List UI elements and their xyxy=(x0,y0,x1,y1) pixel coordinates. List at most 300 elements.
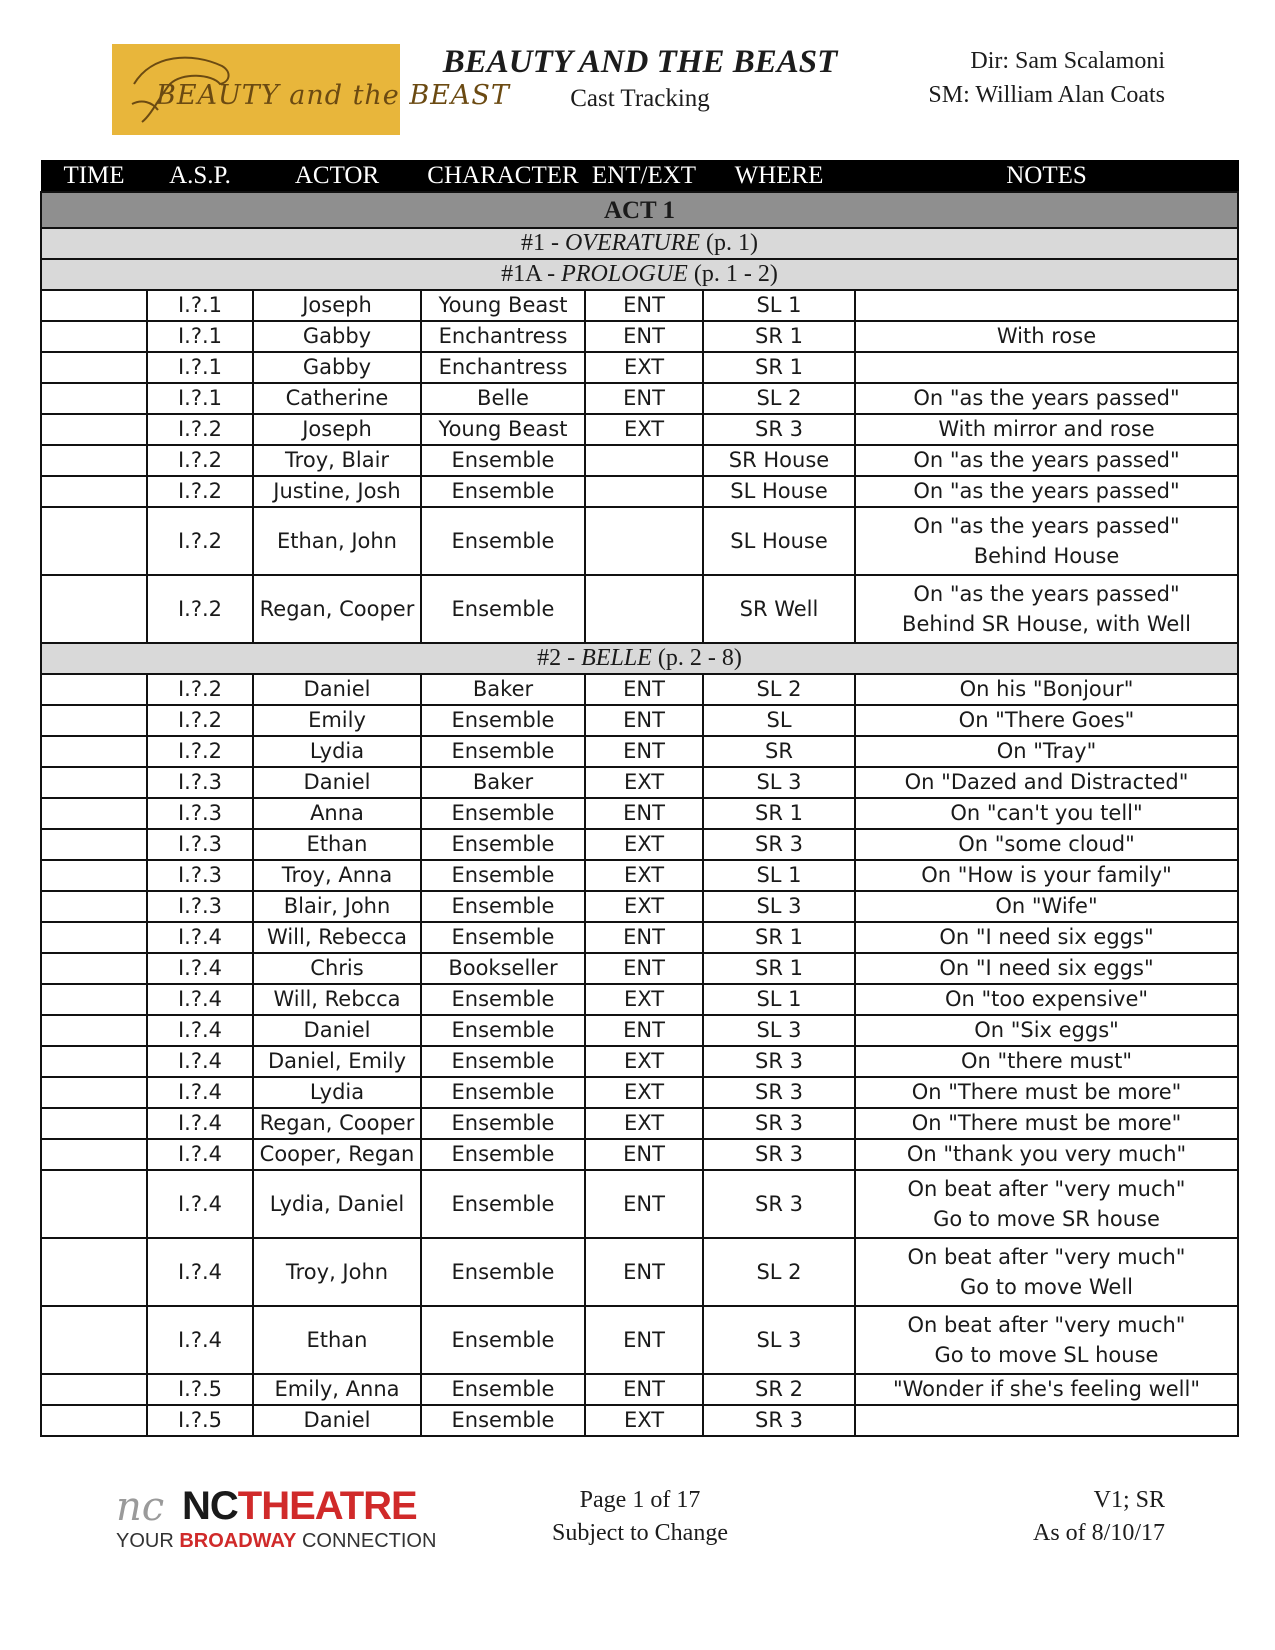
cell-asp: I.?.2 xyxy=(147,575,253,643)
header-credits xyxy=(928,44,1165,112)
cell-where: SR Well xyxy=(703,575,855,643)
table-row xyxy=(41,1405,1238,1436)
cell-asp: I.?.1 xyxy=(147,352,253,383)
col-header-time: TIME xyxy=(41,161,147,193)
cell-character: Baker xyxy=(421,674,585,705)
cell-where: SR 1 xyxy=(703,953,855,984)
notes-line-2: Go to move Well xyxy=(959,1275,1133,1299)
table-row xyxy=(41,476,1238,507)
table-row xyxy=(41,798,1238,829)
footer-center xyxy=(480,1484,800,1550)
cell-ent-ext: EXT xyxy=(585,891,703,922)
cell-notes xyxy=(855,507,1238,575)
cell-where: SR 1 xyxy=(703,352,855,383)
cell-notes xyxy=(855,736,1238,767)
show-logo xyxy=(112,44,510,135)
cell-notes xyxy=(855,383,1238,414)
table-row xyxy=(41,829,1238,860)
cell-actor: Troy, Anna xyxy=(253,860,421,891)
cell-asp: I.?.1 xyxy=(147,383,253,414)
notes-line: "Wonder if she's feeling well" xyxy=(892,1377,1200,1401)
notes-line: On "as the years passed" xyxy=(913,582,1180,606)
cell-time xyxy=(41,1306,147,1374)
cell-asp: I.?.5 xyxy=(147,1405,253,1436)
cell-ent-ext: EXT xyxy=(585,1077,703,1108)
cell-notes xyxy=(855,674,1238,705)
table-row xyxy=(41,767,1238,798)
cell-actor: Troy, John xyxy=(253,1238,421,1306)
cell-notes xyxy=(855,1015,1238,1046)
cell-ent-ext: ENT xyxy=(585,1015,703,1046)
cell-where: SL 1 xyxy=(703,290,855,321)
table-row xyxy=(41,953,1238,984)
cell-character: Ensemble xyxy=(421,1374,585,1405)
table-row xyxy=(41,1238,1238,1306)
cell-character: Ensemble xyxy=(421,507,585,575)
scene-pages: (p. 1) xyxy=(700,230,759,256)
notes-line: On his "Bonjour" xyxy=(959,677,1134,701)
notes-line: On "there must" xyxy=(960,1049,1132,1073)
cell-time xyxy=(41,984,147,1015)
notes-line: On "can't you tell" xyxy=(950,801,1143,825)
cell-time xyxy=(41,1139,147,1170)
cell-where: SR 3 xyxy=(703,829,855,860)
cell-asp: I.?.4 xyxy=(147,1108,253,1139)
cell-character: Ensemble xyxy=(421,1238,585,1306)
cell-asp: I.?.2 xyxy=(147,674,253,705)
cell-where: SL 2 xyxy=(703,1238,855,1306)
scene-header-row xyxy=(41,643,1238,674)
table-row xyxy=(41,1108,1238,1139)
cell-character: Ensemble xyxy=(421,1046,585,1077)
table-row xyxy=(41,736,1238,767)
cell-actor: Ethan xyxy=(253,1306,421,1374)
cell-character: Ensemble xyxy=(421,476,585,507)
table-row xyxy=(41,891,1238,922)
cell-notes xyxy=(855,953,1238,984)
cell-time xyxy=(41,290,147,321)
cell-notes xyxy=(855,1306,1238,1374)
nc-theatre-logo xyxy=(116,1484,437,1554)
notes-line: On "as the years passed" xyxy=(913,479,1180,503)
cell-asp: I.?.5 xyxy=(147,1374,253,1405)
cell-ent-ext: ENT xyxy=(585,1170,703,1238)
page-subtitle: Cast Tracking xyxy=(570,85,710,112)
header-center xyxy=(420,44,860,113)
cell-where: SL 3 xyxy=(703,891,855,922)
cell-asp: I.?.3 xyxy=(147,891,253,922)
cell-where: SL 1 xyxy=(703,984,855,1015)
scene-name: OVERATURE xyxy=(564,230,701,256)
cell-actor: Ethan, John xyxy=(253,507,421,575)
table-row xyxy=(41,1077,1238,1108)
cell-asp: I.?.2 xyxy=(147,736,253,767)
cell-ent-ext: EXT xyxy=(585,1405,703,1436)
scene-number: #1A - xyxy=(501,261,562,287)
notes-line: With mirror and rose xyxy=(938,417,1155,441)
cell-notes xyxy=(855,1170,1238,1238)
cell-where: SR 3 xyxy=(703,1108,855,1139)
cell-ent-ext: ENT xyxy=(585,1374,703,1405)
cell-actor: Catherine xyxy=(253,383,421,414)
cell-where: SR 2 xyxy=(703,1374,855,1405)
cell-character: Ensemble xyxy=(421,1139,585,1170)
cell-notes xyxy=(855,445,1238,476)
cell-time xyxy=(41,922,147,953)
col-header-where: WHERE xyxy=(703,161,855,193)
cell-ent-ext: EXT xyxy=(585,829,703,860)
table-row xyxy=(41,1139,1238,1170)
cell-where: SR 1 xyxy=(703,321,855,352)
cell-time xyxy=(41,321,147,352)
scene-number: #1 - xyxy=(520,230,565,256)
col-header-character: CHARACTER xyxy=(421,161,585,193)
table-row xyxy=(41,860,1238,891)
cell-actor: Regan, Cooper xyxy=(253,1108,421,1139)
cell-time xyxy=(41,1046,147,1077)
cell-actor: Emily, Anna xyxy=(253,1374,421,1405)
cell-character: Ensemble xyxy=(421,891,585,922)
cell-actor: Lydia xyxy=(253,736,421,767)
cell-asp: I.?.2 xyxy=(147,507,253,575)
table-row xyxy=(41,383,1238,414)
cell-time xyxy=(41,1015,147,1046)
cell-actor: Daniel, Emily xyxy=(253,1046,421,1077)
cell-asp: I.?.4 xyxy=(147,1046,253,1077)
cell-time xyxy=(41,507,147,575)
cell-time xyxy=(41,860,147,891)
cell-ent-ext xyxy=(585,445,703,476)
cell-notes xyxy=(855,476,1238,507)
cell-ent-ext: EXT xyxy=(585,414,703,445)
cell-asp: I.?.4 xyxy=(147,1139,253,1170)
table-row xyxy=(41,705,1238,736)
cell-actor: Cooper, Regan xyxy=(253,1139,421,1170)
cell-asp: I.?.2 xyxy=(147,705,253,736)
tag-connection: CONNECTION xyxy=(296,1530,437,1552)
page-title: BEAUTY AND THE BEAST xyxy=(442,44,838,80)
cell-where: SL 3 xyxy=(703,1306,855,1374)
cell-where: SR 3 xyxy=(703,1405,855,1436)
scene-header-row xyxy=(41,259,1238,290)
cell-time xyxy=(41,705,147,736)
table-row xyxy=(41,414,1238,445)
cell-where: SL 2 xyxy=(703,383,855,414)
table-row xyxy=(41,445,1238,476)
notes-line: On beat after "very much" xyxy=(907,1313,1186,1337)
logo-script: nc xyxy=(116,1484,165,1530)
cell-actor: Daniel xyxy=(253,1015,421,1046)
table-row xyxy=(41,1306,1238,1374)
cell-time xyxy=(41,476,147,507)
cell-time xyxy=(41,414,147,445)
cell-character: Ensemble xyxy=(421,445,585,476)
scene-number: #2 - xyxy=(537,645,582,671)
table-row xyxy=(41,674,1238,705)
cell-ent-ext: ENT xyxy=(585,1139,703,1170)
notes-line: On "as the years passed" xyxy=(913,386,1180,410)
notes-line-2: Go to move SR house xyxy=(933,1207,1160,1231)
version-label: V1; SR xyxy=(1093,1487,1165,1513)
notes-line: On "Wife" xyxy=(995,894,1098,918)
cell-where: SR 3 xyxy=(703,1046,855,1077)
cell-ent-ext xyxy=(585,507,703,575)
col-header-actor: ACTOR xyxy=(253,161,421,193)
cell-asp: I.?.4 xyxy=(147,953,253,984)
cell-ent-ext: EXT xyxy=(585,352,703,383)
notes-line: On "I need six eggs" xyxy=(939,925,1154,949)
cell-notes xyxy=(855,798,1238,829)
page-number: Page 1 of 17 xyxy=(579,1487,701,1513)
cell-character: Ensemble xyxy=(421,860,585,891)
cell-ent-ext xyxy=(585,476,703,507)
cell-notes xyxy=(855,860,1238,891)
scene-header-row xyxy=(41,228,1238,259)
cell-ent-ext: ENT xyxy=(585,321,703,352)
notes-line: On "as the years passed" xyxy=(913,514,1180,538)
cell-time xyxy=(41,575,147,643)
cell-where: SL 3 xyxy=(703,767,855,798)
scene-pages: (p. 2 - 8) xyxy=(651,645,742,671)
cell-character: Ensemble xyxy=(421,1108,585,1139)
cell-character: Enchantress xyxy=(421,352,585,383)
cell-asp: I.?.4 xyxy=(147,1238,253,1306)
col-header-ent-ext: ENT/EXT xyxy=(585,161,703,193)
cell-character: Ensemble xyxy=(421,1015,585,1046)
cell-ent-ext: EXT xyxy=(585,1108,703,1139)
notes-line: On beat after "very much" xyxy=(907,1177,1186,1201)
cell-character: Young Beast xyxy=(421,290,585,321)
notes-line: On "as the years passed" xyxy=(913,448,1180,472)
cell-time xyxy=(41,1108,147,1139)
cell-ent-ext: ENT xyxy=(585,1306,703,1374)
cell-asp: I.?.4 xyxy=(147,1306,253,1374)
cell-where: SL House xyxy=(703,476,855,507)
cell-time xyxy=(41,1238,147,1306)
notes-line: On "Six eggs" xyxy=(974,1018,1119,1042)
cell-ent-ext: ENT xyxy=(585,674,703,705)
cell-time xyxy=(41,1405,147,1436)
cell-actor: Will, Rebecca xyxy=(253,922,421,953)
cell-actor: Daniel xyxy=(253,1405,421,1436)
cell-ent-ext: ENT xyxy=(585,290,703,321)
cell-where: SL 1 xyxy=(703,860,855,891)
scene-title xyxy=(41,259,1238,290)
cell-character: Young Beast xyxy=(421,414,585,445)
cell-actor: Troy, Blair xyxy=(253,445,421,476)
cell-asp: I.?.3 xyxy=(147,829,253,860)
cell-asp: I.?.4 xyxy=(147,1015,253,1046)
cell-time xyxy=(41,352,147,383)
cell-time xyxy=(41,1077,147,1108)
cell-actor: Regan, Cooper xyxy=(253,575,421,643)
cell-actor: Joseph xyxy=(253,414,421,445)
footer-right xyxy=(1033,1484,1165,1550)
table-row xyxy=(41,352,1238,383)
cast-tracking-table xyxy=(40,160,1239,1437)
cell-notes xyxy=(855,705,1238,736)
cell-ent-ext: ENT xyxy=(585,383,703,414)
cell-where: SR 3 xyxy=(703,1139,855,1170)
notes-line-2: Go to move SL house xyxy=(934,1343,1159,1367)
tag-your: YOUR xyxy=(116,1530,180,1552)
cell-where: SR xyxy=(703,736,855,767)
cell-ent-ext: ENT xyxy=(585,953,703,984)
cell-actor: Lydia xyxy=(253,1077,421,1108)
cell-asp: I.?.1 xyxy=(147,321,253,352)
notes-line: On "There must be more" xyxy=(911,1080,1182,1104)
cell-ent-ext: ENT xyxy=(585,798,703,829)
subject-to-change: Subject to Change xyxy=(552,1520,728,1546)
cell-where: SL xyxy=(703,705,855,736)
cell-asp: I.?.4 xyxy=(147,1170,253,1238)
cell-where: SR 3 xyxy=(703,1170,855,1238)
cell-ent-ext: EXT xyxy=(585,1046,703,1077)
cell-asp: I.?.4 xyxy=(147,1077,253,1108)
cell-notes xyxy=(855,1405,1238,1436)
cell-actor: Daniel xyxy=(253,674,421,705)
cell-asp: I.?.3 xyxy=(147,860,253,891)
cell-character: Ensemble xyxy=(421,1306,585,1374)
cell-notes xyxy=(855,1139,1238,1170)
scene-title xyxy=(41,228,1238,259)
cell-character: Ensemble xyxy=(421,1170,585,1238)
cell-character: Ensemble xyxy=(421,705,585,736)
cell-notes xyxy=(855,922,1238,953)
table-row xyxy=(41,1046,1238,1077)
notes-line: On "thank you very much" xyxy=(906,1142,1187,1166)
cell-time xyxy=(41,383,147,414)
cell-character: Ensemble xyxy=(421,736,585,767)
cell-ent-ext: EXT xyxy=(585,984,703,1015)
cell-notes xyxy=(855,984,1238,1015)
notes-line: On "too expensive" xyxy=(944,987,1149,1011)
notes-line: On "some cloud" xyxy=(958,832,1135,856)
cell-actor: Ethan xyxy=(253,829,421,860)
as-of-date: As of 8/10/17 xyxy=(1033,1520,1165,1546)
logo-theatre: THEATRE xyxy=(237,1484,417,1528)
cell-notes xyxy=(855,414,1238,445)
cell-asp: I.?.2 xyxy=(147,476,253,507)
table-row xyxy=(41,1170,1238,1238)
cell-actor: Blair, John xyxy=(253,891,421,922)
cell-notes xyxy=(855,829,1238,860)
cell-character: Ensemble xyxy=(421,575,585,643)
cell-ent-ext: EXT xyxy=(585,767,703,798)
stage-manager-credit: SM: William Alan Coats xyxy=(928,82,1165,108)
cell-where: SL House xyxy=(703,507,855,575)
logo-wordmark xyxy=(182,1484,417,1529)
cell-character: Ensemble xyxy=(421,829,585,860)
notes-line: On "How is your family" xyxy=(921,863,1172,887)
table-row xyxy=(41,507,1238,575)
cell-asp: I.?.3 xyxy=(147,767,253,798)
cell-actor: Gabby xyxy=(253,321,421,352)
tag-broadway: BROADWAY xyxy=(179,1530,297,1552)
cell-time xyxy=(41,767,147,798)
logo-text: BEAUTY and the BEAST xyxy=(156,80,510,111)
scene-pages: (p. 1 - 2) xyxy=(687,261,778,287)
cell-where: SR 3 xyxy=(703,1077,855,1108)
table-row xyxy=(41,922,1238,953)
cell-actor: Daniel xyxy=(253,767,421,798)
cell-where: SL 3 xyxy=(703,1015,855,1046)
notes-line: On "There must be more" xyxy=(911,1111,1182,1135)
table-row xyxy=(41,984,1238,1015)
cell-ent-ext: ENT xyxy=(585,736,703,767)
cell-asp: I.?.1 xyxy=(147,290,253,321)
cell-character: Ensemble xyxy=(421,984,585,1015)
notes-line: On beat after "very much" xyxy=(907,1245,1186,1269)
cell-character: Belle xyxy=(421,383,585,414)
notes-line-2: Behind House xyxy=(973,544,1120,568)
col-header-asp: A.S.P. xyxy=(147,161,253,193)
notes-line: On "Tray" xyxy=(996,739,1097,763)
scene-name: BELLE xyxy=(581,645,652,671)
cell-notes xyxy=(855,290,1238,321)
cell-actor: Emily xyxy=(253,705,421,736)
act-label: ACT 1 xyxy=(41,192,1238,228)
cell-actor: Will, Rebcca xyxy=(253,984,421,1015)
cell-asp: I.?.2 xyxy=(147,445,253,476)
cell-character: Bookseller xyxy=(421,953,585,984)
logo-nc: NC xyxy=(182,1484,238,1528)
cell-time xyxy=(41,953,147,984)
cell-actor: Justine, Josh xyxy=(253,476,421,507)
cell-notes xyxy=(855,1077,1238,1108)
notes-line: On "Dazed and Distracted" xyxy=(904,770,1189,794)
cell-time xyxy=(41,674,147,705)
notes-line: With rose xyxy=(996,324,1097,348)
cell-notes xyxy=(855,1238,1238,1306)
cell-time xyxy=(41,798,147,829)
cell-actor: Anna xyxy=(253,798,421,829)
table-header-row xyxy=(41,161,1238,193)
cell-notes xyxy=(855,352,1238,383)
director-credit: Dir: Sam Scalamoni xyxy=(970,48,1165,74)
cell-asp: I.?.2 xyxy=(147,414,253,445)
table-row xyxy=(41,290,1238,321)
cell-character: Enchantress xyxy=(421,321,585,352)
table-row xyxy=(41,1374,1238,1405)
cell-ent-ext: ENT xyxy=(585,705,703,736)
table-row xyxy=(41,1015,1238,1046)
cell-character: Baker xyxy=(421,767,585,798)
cell-time xyxy=(41,1170,147,1238)
cell-time xyxy=(41,891,147,922)
cell-where: SR 3 xyxy=(703,414,855,445)
cell-character: Ensemble xyxy=(421,1405,585,1436)
cell-actor: Gabby xyxy=(253,352,421,383)
cell-ent-ext: ENT xyxy=(585,1238,703,1306)
cell-actor: Chris xyxy=(253,953,421,984)
logo-tagline xyxy=(116,1530,436,1553)
cell-notes xyxy=(855,321,1238,352)
cell-ent-ext xyxy=(585,575,703,643)
table-row xyxy=(41,321,1238,352)
cell-character: Ensemble xyxy=(421,1077,585,1108)
cell-ent-ext: EXT xyxy=(585,860,703,891)
col-header-notes: NOTES xyxy=(855,161,1238,193)
cell-asp: I.?.3 xyxy=(147,798,253,829)
cell-actor: Joseph xyxy=(253,290,421,321)
cell-time xyxy=(41,736,147,767)
notes-line: On "There Goes" xyxy=(958,708,1135,732)
cell-character: Ensemble xyxy=(421,798,585,829)
cell-notes xyxy=(855,1374,1238,1405)
cell-ent-ext: ENT xyxy=(585,922,703,953)
scene-name: PROLOGUE xyxy=(561,261,688,287)
